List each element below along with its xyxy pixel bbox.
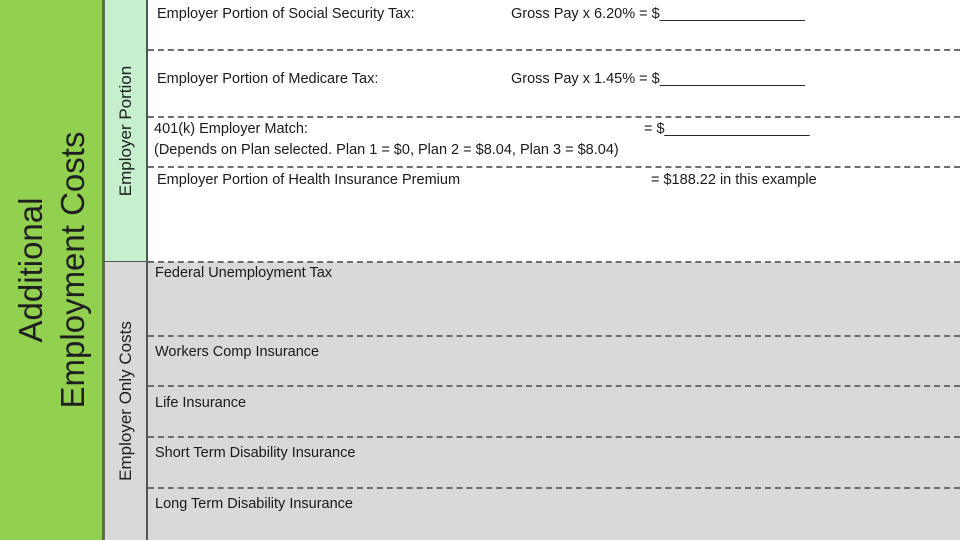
medicare-formula: Gross Pay x 1.45% = $__________________ [511, 71, 805, 87]
row-divider [148, 385, 960, 387]
employer-only-section-label [104, 262, 148, 540]
cost-table [148, 0, 960, 540]
futa-label: Federal Unemployment Tax [155, 265, 333, 281]
social-security-formula: Gross Pay x 6.20% = $__________________ [511, 6, 805, 22]
health-premium-value: = $188.22 in this example [651, 172, 817, 188]
short-term-disability-label: Short Term Disability Insurance [155, 445, 356, 461]
row-divider [148, 335, 960, 337]
row-divider [148, 436, 960, 438]
row-divider [148, 116, 960, 118]
medicare-label: Employer Portion of Medicare Tax: [157, 71, 379, 87]
workers-comp-label: Workers Comp Insurance [155, 344, 320, 360]
row-divider [148, 166, 960, 168]
long-term-disability-label: Long Term Disability Insurance [155, 496, 353, 512]
row-divider [148, 487, 960, 489]
sidebar-green-bar [0, 0, 104, 540]
employer-portion-label-text: Employer Portion [115, 65, 135, 196]
social-security-label: Employer Portion of Social Security Tax: [157, 6, 415, 22]
page-title [10, 132, 94, 409]
employer-only-label-text: Employer Only Costs [115, 321, 135, 481]
page-title-line2: Employment Costs [54, 131, 91, 409]
row-divider [148, 49, 960, 51]
match-401k-formula: = $__________________ [644, 121, 810, 137]
life-insurance-label: Life Insurance [155, 395, 247, 411]
page-title-line1: Additional [12, 197, 49, 343]
match-401k-label: 401(k) Employer Match: [154, 121, 308, 137]
match-401k-note: (Depends on Plan selected. Plan 1 = $0, Plan 2 = $8.04, Plan 3 = $8.04) [154, 142, 619, 158]
row-divider [148, 261, 960, 263]
employer-portion-section-label [104, 0, 148, 262]
health-premium-label: Employer Portion of Health Insurance Premium [157, 172, 461, 188]
